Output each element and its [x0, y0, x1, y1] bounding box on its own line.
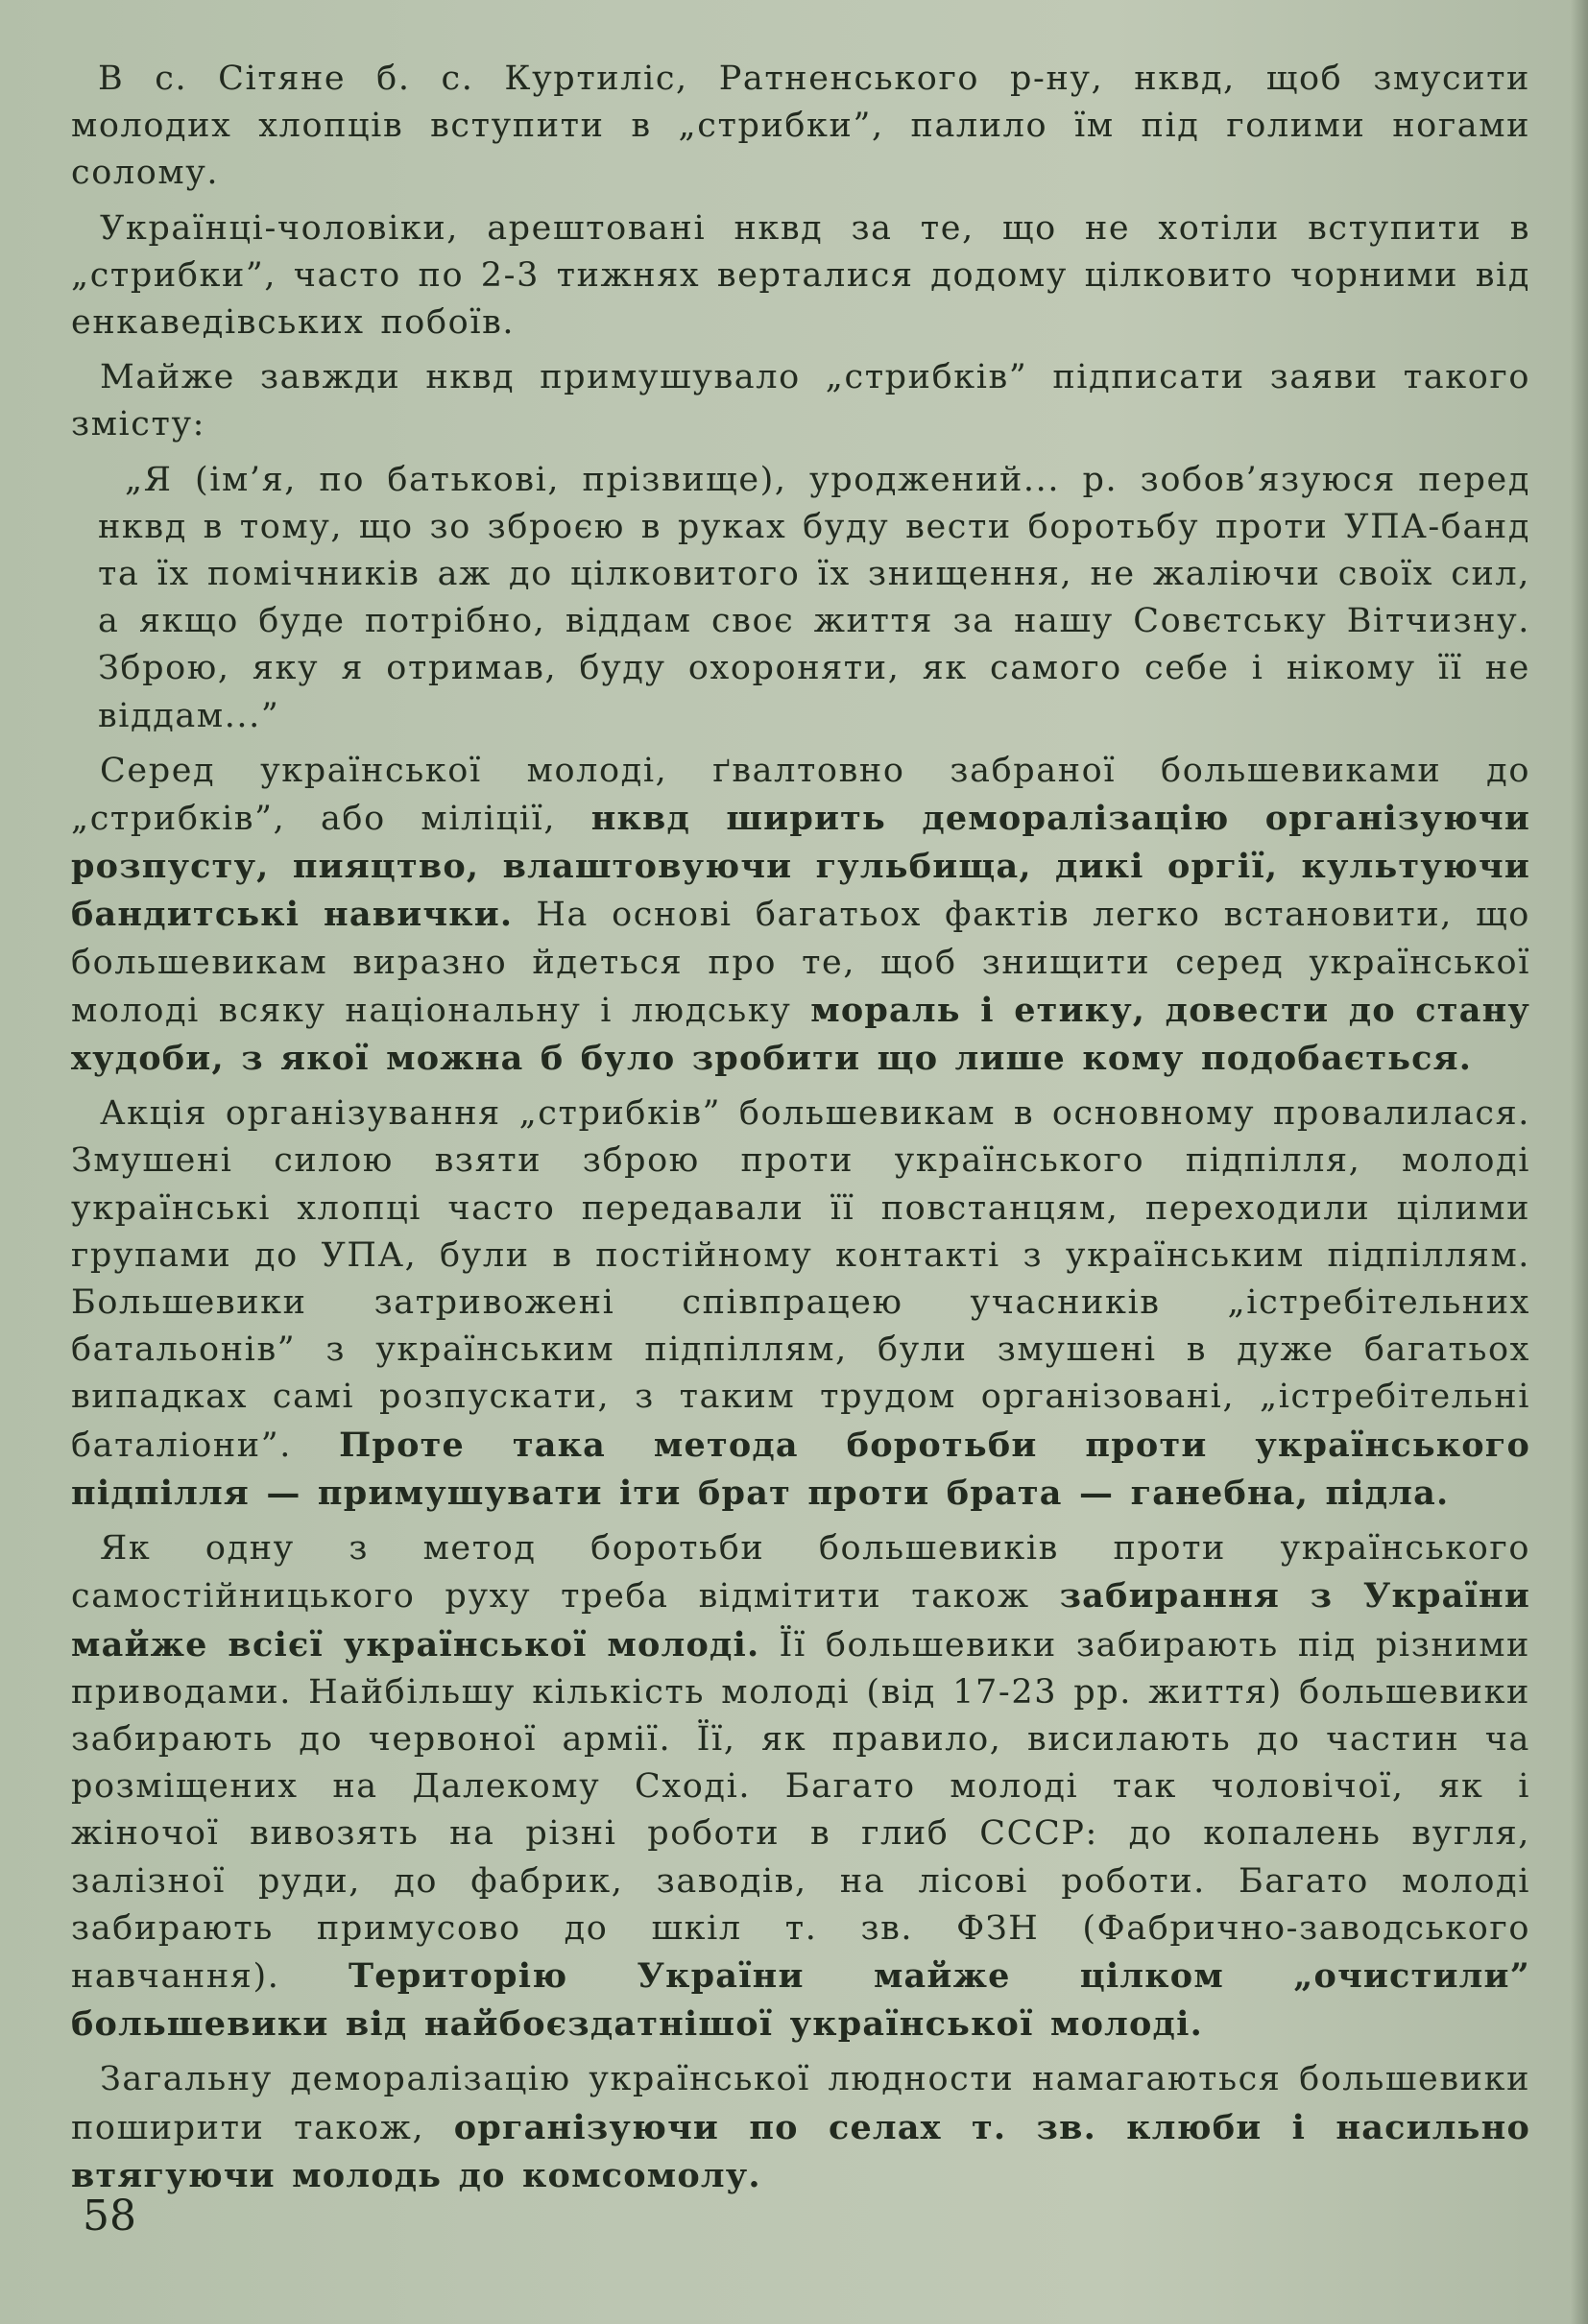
bold-text-segment: організуючи по селах т. зв. клюби і насильно втягуючи молодь до комсомолу.	[71, 2107, 1530, 2195]
text-segment: Українці-чоловіки, арештовані нквд за те, що не хотіли вступити в „стрибки”, часто по 2-3 тижнях верталися додому цілковито чорними від енкаведівських побоїв.	[71, 208, 1530, 343]
paragraph	[71, 205, 1530, 347]
bold-text-segment: Територію України майже цілком „очистили” большевики від найбоєздатнішої української молоді.	[71, 1955, 1530, 2045]
text-segment: Загальну деморалізацію української людности намагаються большевики поширити також,	[71, 2060, 1530, 2147]
text-segment: Серед української молоді, ґвалтовно забраної большевиками до „стрибків”, або міліції,	[71, 751, 1530, 839]
text-segment: На основі багатьох фактів легко встановити, що большевикам виразно йдеться про те, щоб знищити серед української молоді всяку національну і людську	[71, 896, 1530, 1030]
paragraph	[71, 1090, 1530, 1518]
text-segment: Як одну з метод боротьби большевиків проти українського самостійницького руху треба відмітити також	[71, 1529, 1530, 1617]
bold-text-segment: нквд ширить деморалізацію організуючи розпусту, пияцтво, влаштовуючи гульбища, дикі оргії, культуючи бандитські навички.	[71, 799, 1531, 935]
paragraph	[71, 354, 1530, 448]
paragraph	[71, 748, 1530, 1083]
text-segment: „Я (ім’я, по батькові, прізвище), уроджений... р. зобов’язуюся перед нквд в тому, що зо зброєю в руках буду вести боротьбу проти УПА-банд та їх помічників аж до цілковитого їх знищення, не жаліючи своїх сил, а якщо буде потрібно, віддам своє життя за нашу Совєтську Вітчизну. Зброю, яку я отримав, буду охороняти, як самого себе і нікому її не віддам...”	[98, 460, 1530, 735]
bold-text-segment: мораль і етику, довести до стану худоби, з якої можна б було зробити що лише кому подобається.	[71, 990, 1531, 1079]
text-segment: Її большевики забирають під різними приводами. Найбільшу кількість молоді (від 17-23 рр. життя) большевики забирають до червоної армії. Її, як правило, висилають до частин ча розміщених на Далекому Сході. Багато молоді так чоловічої, як і жіночої вивозять на різні роботи в глиб СССР: до копалень вугля, залізної руди, до фабрик, заводів, на лісові роботи. Багато молоді забирають примусово до шкіл т. зв. ФЗН (Фабрично-заводського навчання).	[71, 1625, 1530, 1996]
text-segment: В с. Сітяне б. с. Куртиліс, Ратненського р-ну, нквд, щоб змусити молодих хлопців вступити в „стрибки”, палило їм під голими ногами солому.	[71, 60, 1530, 193]
paragraph	[71, 56, 1530, 198]
bold-text-segment: Проте така метода боротьби проти українського підпілля — примушувати іти брат проти брата — ганебна, підла.	[71, 1425, 1530, 1513]
text-segment: Майже завжди нквд примушувало „стрибків” підписати заяви такого змісту:	[71, 358, 1530, 444]
body-text	[71, 56, 1530, 2208]
paragraph	[71, 2056, 1530, 2200]
paragraph	[71, 1525, 1530, 2048]
text-segment: Акція організування „стрибків” большевикам в основному провалилася. Змушені силою взяти зброю проти українського підпілля, молоді українські хлопці часто передавали її повстанцям, переходили цілими групами до УПА, були в постійному контакті з українським підпіллям. Большевики затривожені співпрацею учасників „істребітельних батальонів” з українським підпіллям, були змушені в дуже багатьох випадках самі розпускати, з таким трудом організовані, „істребітельні баталіони”.	[71, 1094, 1530, 1465]
bold-text-segment: забирання з України майже всієї української молоді.	[71, 1576, 1530, 1665]
page-edge-shadow	[1571, 0, 1588, 2324]
page-number: 58	[83, 2192, 136, 2240]
quotation-paragraph	[71, 457, 1530, 740]
